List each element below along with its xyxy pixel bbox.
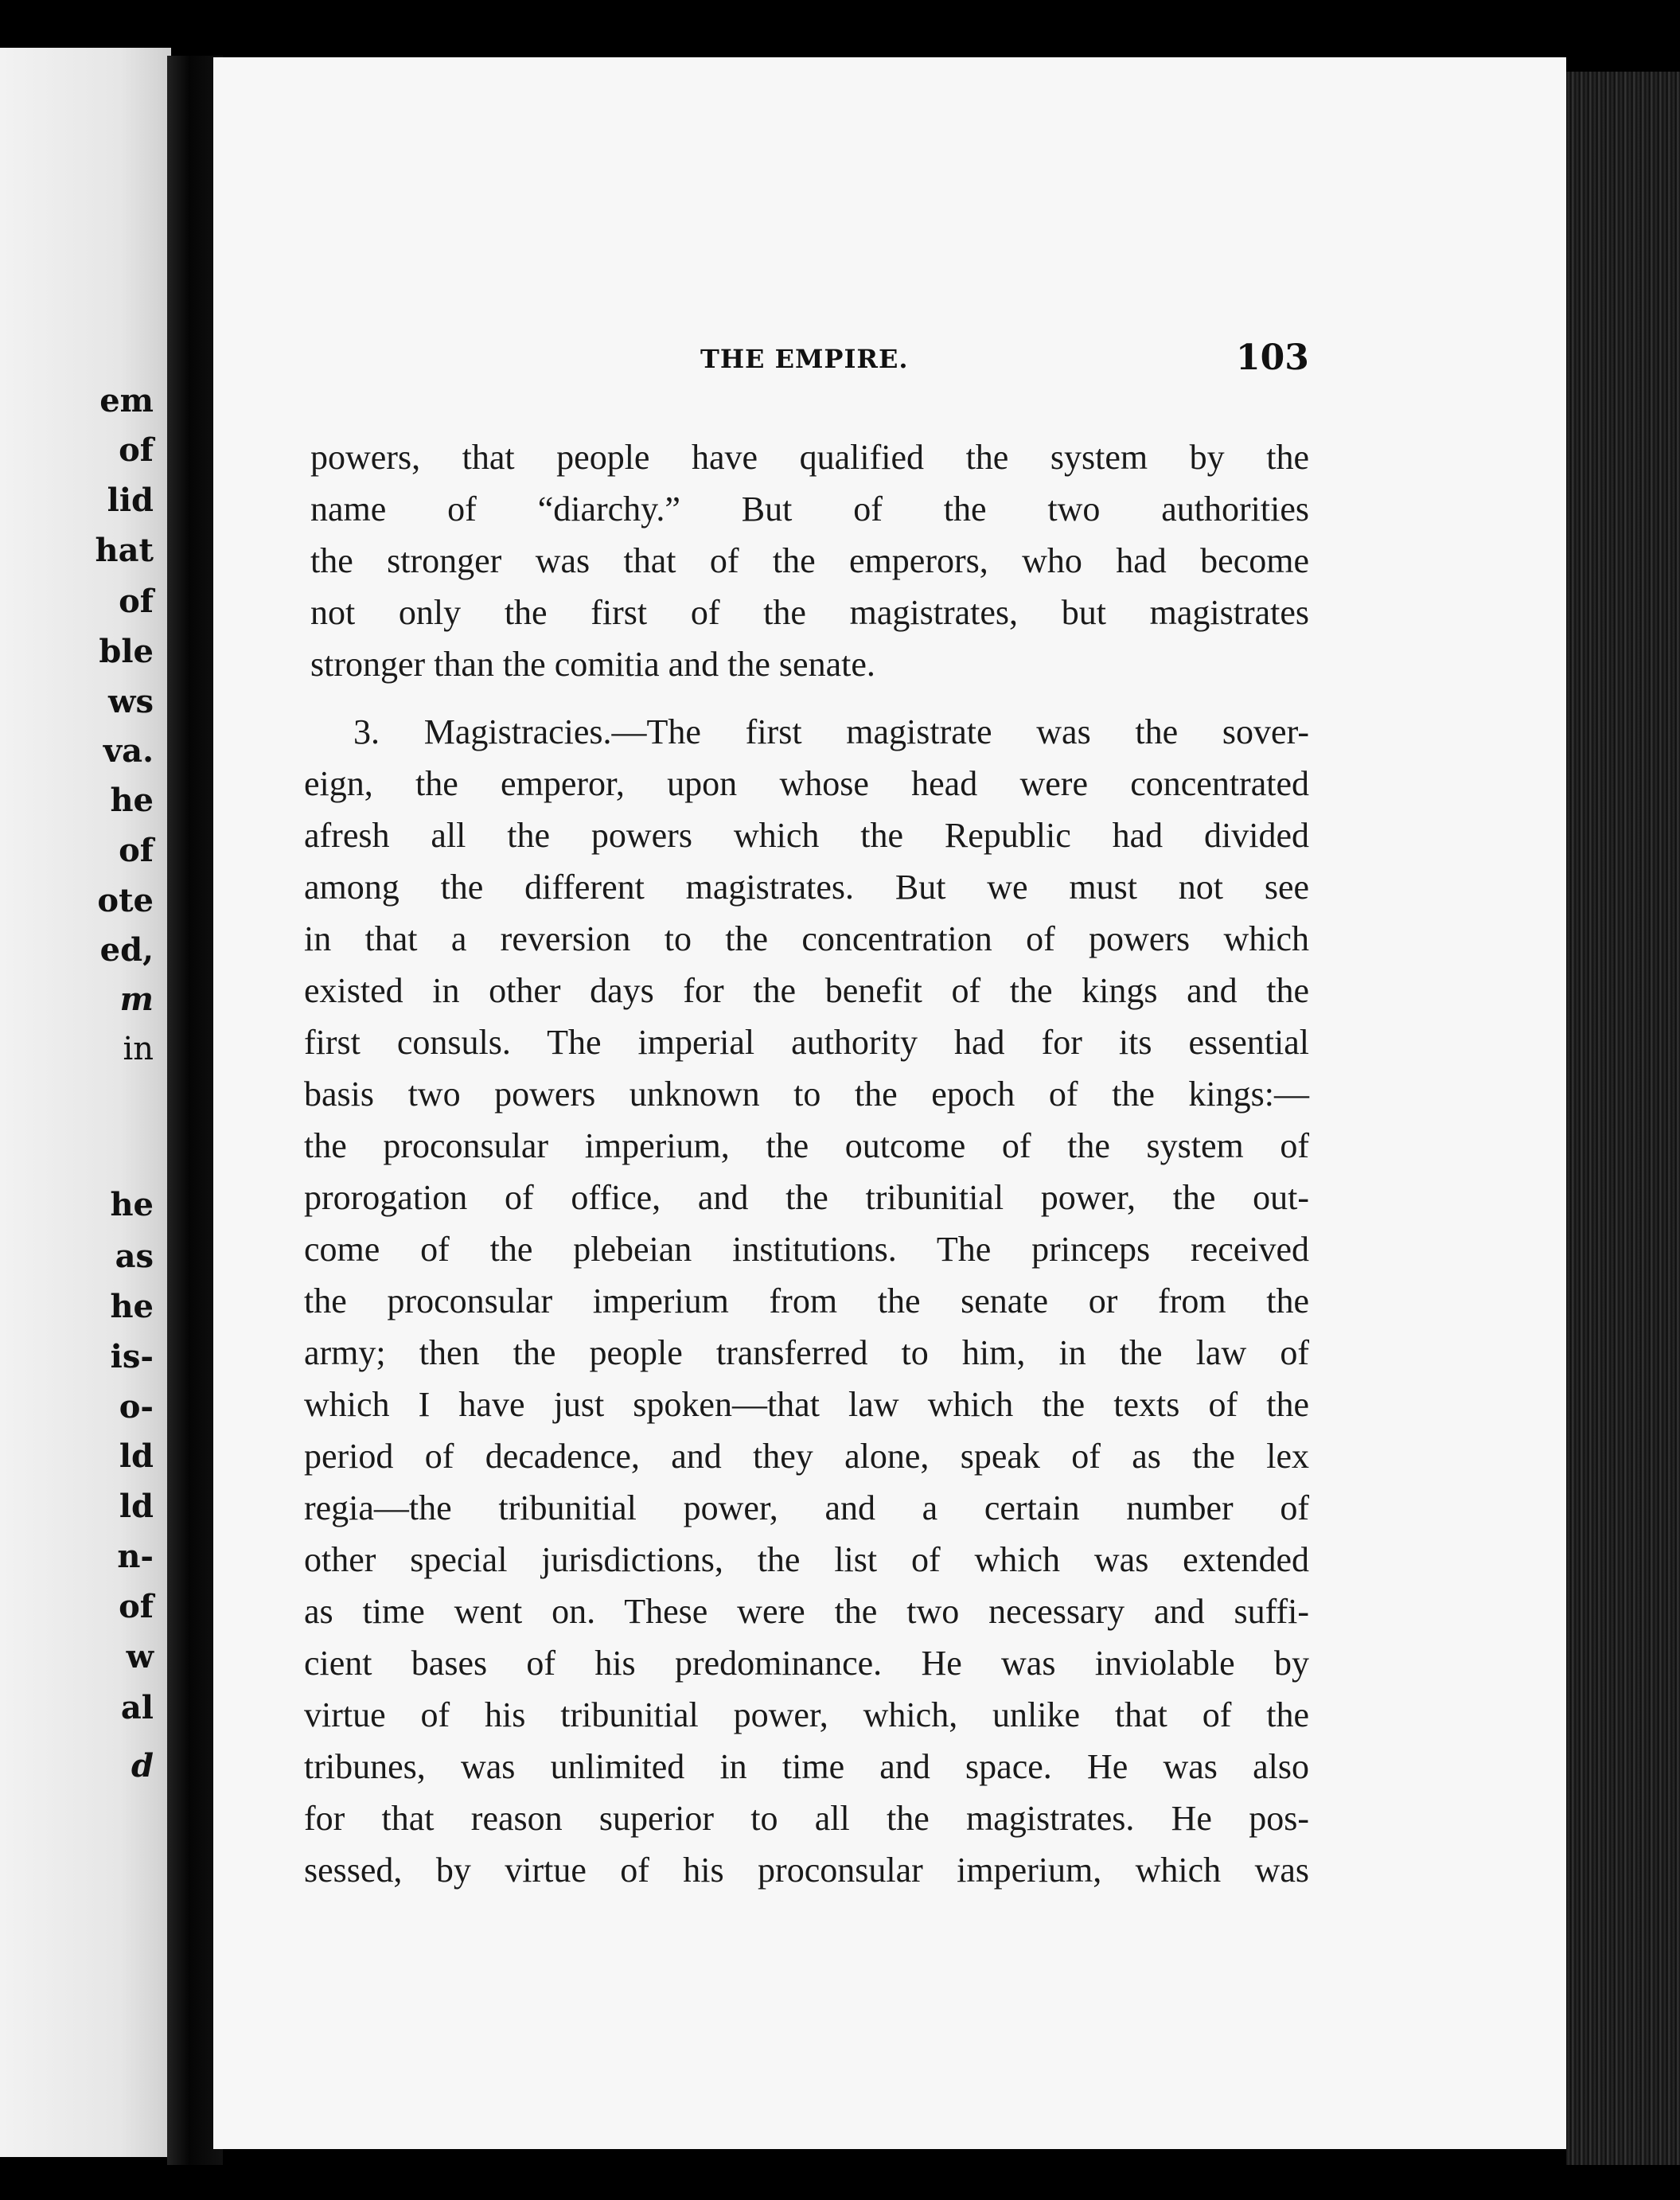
previous-page-text: lid (107, 482, 154, 519)
previous-page-text: va. (103, 732, 154, 770)
paragraph-1 (310, 431, 1309, 690)
text-line: virtue of his tribunitial power, which, unlike that of the (304, 1695, 1309, 1734)
page-number: 103 (1236, 337, 1309, 378)
previous-page-text: ws (108, 683, 154, 720)
text-line: in that a reversion to the concentration of powers which (304, 919, 1309, 958)
running-head: THE EMPIRE. (700, 344, 909, 374)
text-line: name of “diarchy.” But of the two authorities (310, 490, 1309, 529)
text-line: which I have just spoken—that law which the texts of the (304, 1385, 1309, 1424)
text-line: cient bases of his predominance. He was inviolable by (304, 1644, 1309, 1683)
previous-page-text: is- (110, 1338, 154, 1375)
previous-page-text: he (110, 1186, 154, 1223)
text-line: regia—the tribunitial power, and a certain number of (304, 1488, 1309, 1527)
previous-page-text: of (119, 1588, 154, 1625)
text-line: the proconsular imperium from the senate or from the (304, 1281, 1309, 1320)
text-line: existed in other days for the benefit of the kings and the (304, 971, 1309, 1010)
text-line: powers, that people have qualified the system by the (310, 438, 1309, 477)
previous-page-text: ble (99, 633, 154, 670)
text-line: the stronger was that of the emperors, who had become (310, 541, 1309, 580)
paragraph-2 (304, 706, 1309, 1896)
previous-page-text: in (123, 1031, 154, 1067)
previous-page-text: m (119, 981, 154, 1018)
previous-page-text: he (110, 1288, 154, 1325)
previous-page-text: ote (97, 882, 154, 919)
text-line: tribunes, was unlimited in time and space. He was also (304, 1747, 1309, 1786)
text-line: for that reason superior to all the magistrates. He pos- (304, 1799, 1309, 1838)
book-page (213, 57, 1566, 2149)
text-line: basis two powers unknown to the epoch of the kings:— (304, 1075, 1309, 1114)
previous-page-text: ld (119, 1488, 154, 1525)
previous-page-text: em (99, 382, 154, 419)
previous-page-text: of (119, 431, 154, 469)
text-line: period of decadence, and they alone, speak of as the lex (304, 1437, 1309, 1476)
text-line: afresh all the powers which the Republic had divided (304, 816, 1309, 855)
text-line: prorogation of office, and the tribunitial power, the out- (304, 1178, 1309, 1217)
previous-page-text: of (119, 583, 154, 620)
text-line: the proconsular imperium, the outcome of the system of (304, 1126, 1309, 1165)
text-line: as time went on. These were the two necessary and suffi- (304, 1592, 1309, 1631)
text-line: not only the first of the magistrates, but magistrates (310, 593, 1309, 632)
text-line: 3. Magistracies.—The first magistrate was the sover- (353, 712, 1309, 751)
previous-page-text: ed, (99, 931, 154, 969)
text-line: among the different magistrates. But we must not see (304, 868, 1309, 907)
text-line: stronger than the comitia and the senate. (310, 645, 875, 684)
previous-page-text: hat (95, 532, 154, 569)
text-line: other special jurisdictions, the list of which was extended (304, 1540, 1309, 1579)
book-edge (1566, 72, 1680, 2165)
text-line: eign, the emperor, upon whose head were concentrated (304, 764, 1309, 803)
text-line: army; then the people transferred to him, in the law of (304, 1333, 1309, 1372)
page-header (213, 337, 1566, 392)
text-line: first consuls. The imperial authority had for its essential (304, 1023, 1309, 1062)
previous-page-text: o- (119, 1388, 154, 1426)
previous-page-text: d (131, 1747, 154, 1785)
body-text (304, 431, 1309, 1896)
previous-page-text: he (110, 782, 154, 819)
previous-page-text: w (126, 1638, 154, 1675)
previous-page-fragment (0, 48, 171, 2157)
text-line: come of the plebeian institutions. The princeps received (304, 1230, 1309, 1269)
previous-page-text: as (115, 1238, 154, 1275)
previous-page-text: of (119, 832, 154, 869)
previous-page-text: al (120, 1689, 154, 1726)
previous-page-text: ld (119, 1437, 154, 1475)
text-line: sessed, by virtue of his proconsular imperium, which was (304, 1851, 1309, 1890)
previous-page-text: n- (117, 1538, 154, 1575)
